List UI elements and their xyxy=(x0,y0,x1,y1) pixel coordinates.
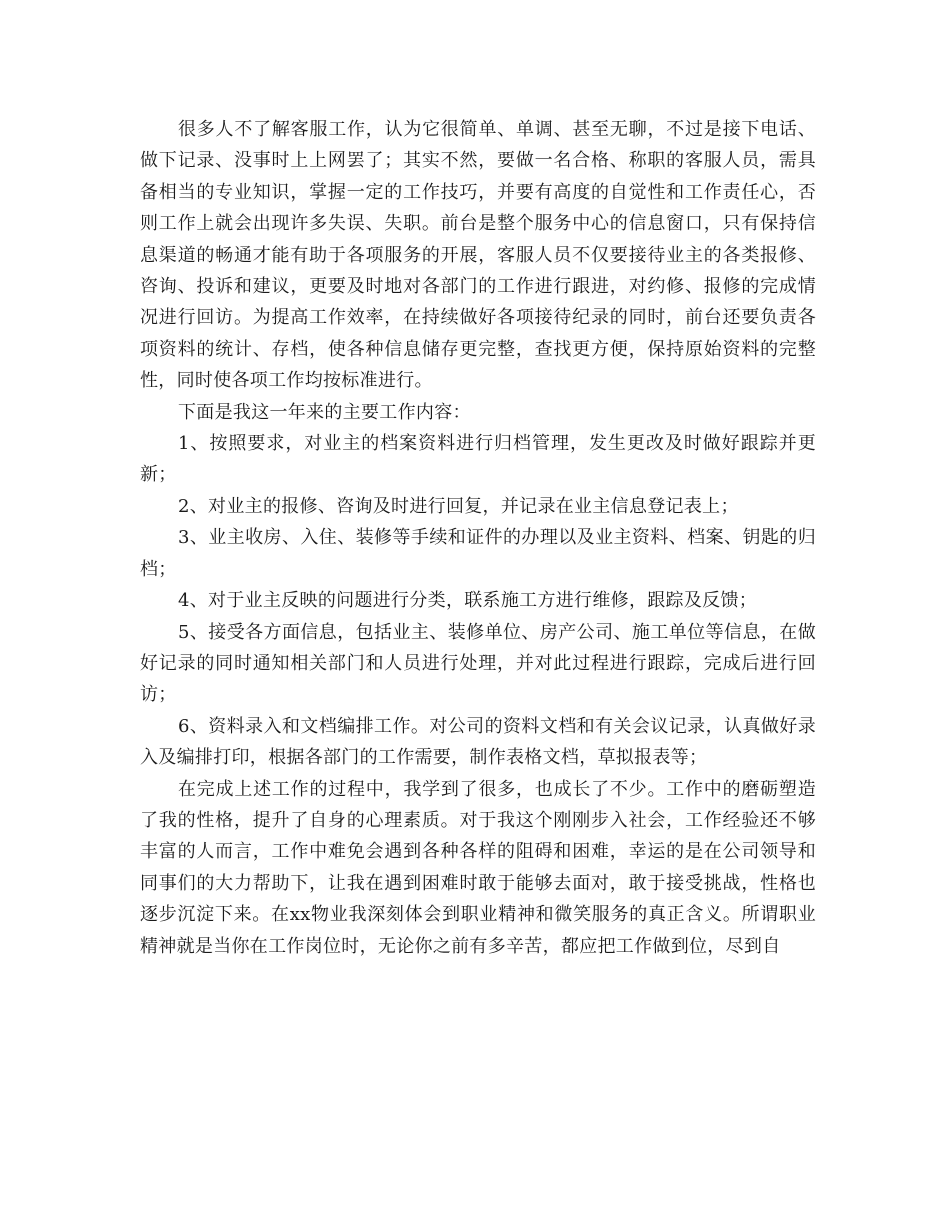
document-page xyxy=(140,114,816,962)
list-item-1: 1、按照要求，对业主的档案资料进行归档管理，发生更改及时做好跟踪并更新； xyxy=(140,433,816,486)
paragraph-intro: 很多人不了解客服工作，认为它很简单、单调、甚至无聊，不过是接下电话、做下记录、没事时上上网罢了；其实不然，要做一名合格、称职的客服人员，需具备相当的专业知识，掌握一定的工作技巧，并要有高度的自觉性和工作责任心，否则工作上就会出现许多失误、失职。前台是整个服务中心的信息窗口，只有保持信息渠道的畅通才能有助于各项服务的开展，客服人员不仅要接待业主的各类报修、咨询、投诉和建议，更要及时地对各部门的工作进行跟进，对约修、报修的完成情况进行回访。为提高工作效率，在持续做好各项接待纪录的同时，前台还要负责各项资料的统计、存档，使各种信息储存更完整，查找更方便，保持原始资料的完整性，同时使各项工作均按标准进行。 xyxy=(140,119,816,392)
paragraph-reflection: 在完成上述工作的过程中，我学到了很多，也成长了不少。工作中的磨砺塑造了我的性格，提升了自身的心理素质。对于我这个刚刚步入社会，工作经验还不够丰富的人而言，工作中难免会遇到各种各样的阻碍和困难，幸运的是在公司领导和同事们的大力帮助下，让我在遇到困难时敢于能够去面对，敢于接受挑战，性格也逐步沉淀下来。在xx物业我深刻体会到职业精神和微笑服务的真正含义。所谓职业精神就是当你在工作岗位时，无论你之前有多辛苦，都应把工作做到位，尽到自 xyxy=(140,778,816,957)
list-item-6: 6、资料录入和文档编排工作。对公司的资料文档和有关会议记录，认真做好录入及编排打印，根据各部门的工作需要，制作表格文档，草拟报表等； xyxy=(140,715,816,769)
list-item-3: 3、业主收房、入住、装修等手续和证件的办理以及业主资料、档案、钥匙的归档； xyxy=(140,527,816,580)
list-item-5: 5、接受各方面信息，包括业主、装修单位、房产公司、施工单位等信息，在做好记录的同时通知相关部门和人员进行处理，并对此过程进行跟踪，完成后进行回访； xyxy=(140,621,816,706)
list-item-2: 2、对业主的报修、咨询及时进行回复，并记录在业主信息登记表上； xyxy=(178,495,739,517)
paragraph-work-heading: 下面是我这一年来的主要工作内容： xyxy=(178,401,471,423)
list-item-4: 4、对于业主反映的问题进行分类，联系施工方进行维修，跟踪及反馈； xyxy=(178,590,758,612)
